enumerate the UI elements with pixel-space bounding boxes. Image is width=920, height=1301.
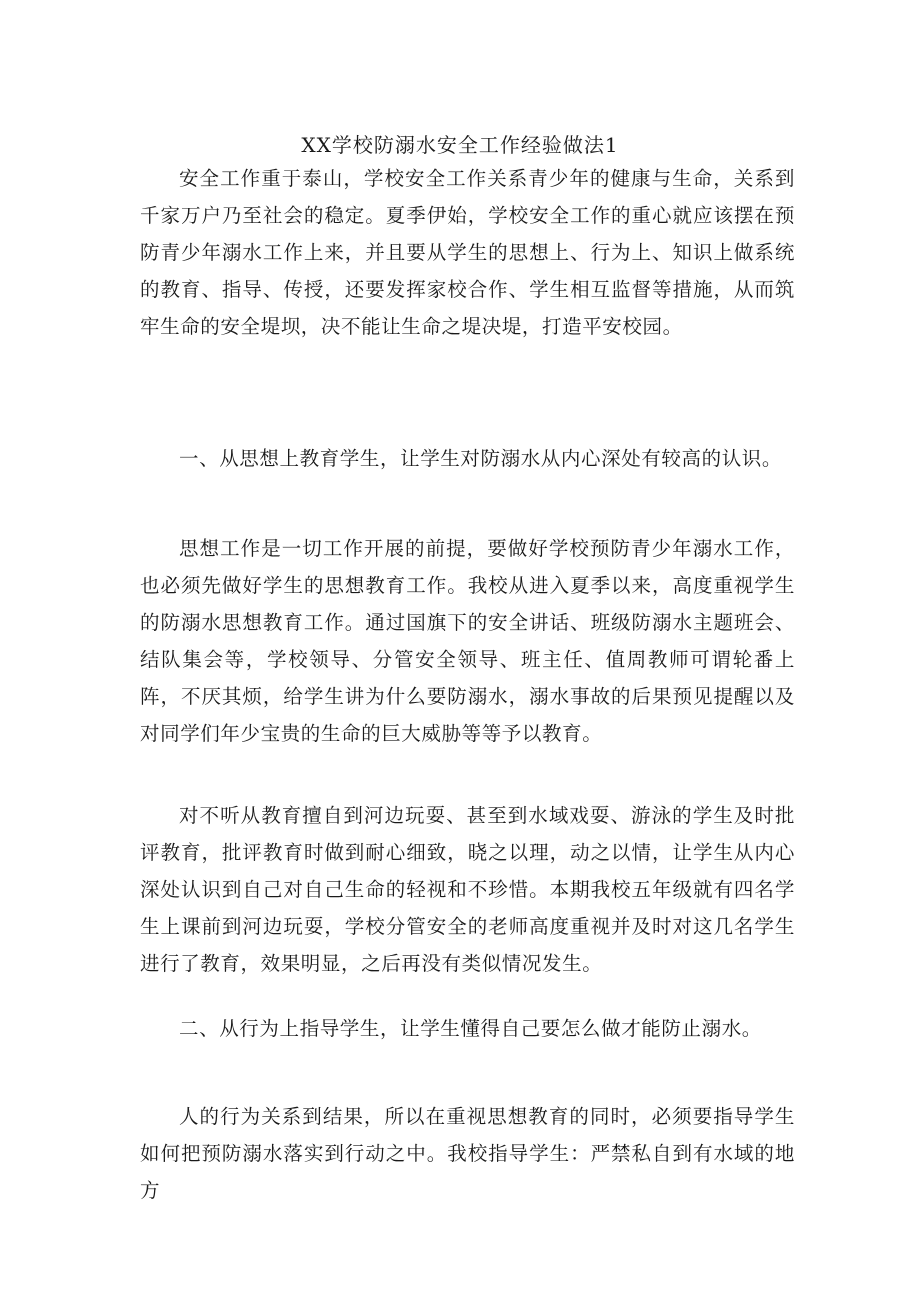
paragraph-section-1-a: 思想工作是一切工作开展的前提，要做好学校预防青少年溺水工作，也必须先做好学生的思想教育工作。我校从进入夏季以来，高度重视学生的防溺水思想教育工作。通过国旗下的安全讲话、班级防溺水主题班会、结队集会等，学校领导、分管安全领导、班主任、值周教师可谓轮番上阵，不厌其烦，给学生讲为什么要防溺水，溺水事故的后果预见提醒以及对同学们年少宝贵的生命的巨大威胁等等予以教育。	[140, 537, 795, 745]
paragraph-section-2-a: 人的行为关系到结果，所以在重视思想教育的同时，必须要指导学生如何把预防溺水落实到行动之中。我校指导学生：严禁私自到有水域的地方	[140, 1105, 795, 1202]
paragraph-section-1-b: 对不听从教育擅自到河边玩耍、甚至到水域戏耍、游泳的学生及时批评教育，批评教育时做到耐心细致，晓之以理，动之以情，让学生从内心深处认识到自己对自己生命的轻视和不珍惜。本期我校五年级就有四名学生上课前到河边玩耍，学校分管安全的老师高度重视并及时对这几名学生进行了教育，效果明显，之后再没有类似情况发生。	[140, 804, 795, 975]
section-heading-2: 二、从行为上指导学生，让学生懂得自己要怎么做才能防止溺水。	[179, 1017, 762, 1040]
section-heading-1: 一、从思想上教育学生，让学生对防溺水从内心深处有较高的认识。	[179, 447, 783, 470]
paragraph-intro: 安全工作重于泰山，学校安全工作关系青少年的健康与生命，关系到千家万户乃至社会的稳定。夏季伊始，学校安全工作的重心就应该摆在预防青少年溺水工作上来，并且要从学生的思想上、行为上、知识上做系统的教育、指导、传授，还要发挥家校合作、学生相互监督等措施，从而筑牢生命的安全堤坝，决不能让生命之堤决堤，打造平安校园。	[140, 167, 795, 338]
document-title: XX学校防溺水安全工作经验做法1	[301, 133, 619, 157]
